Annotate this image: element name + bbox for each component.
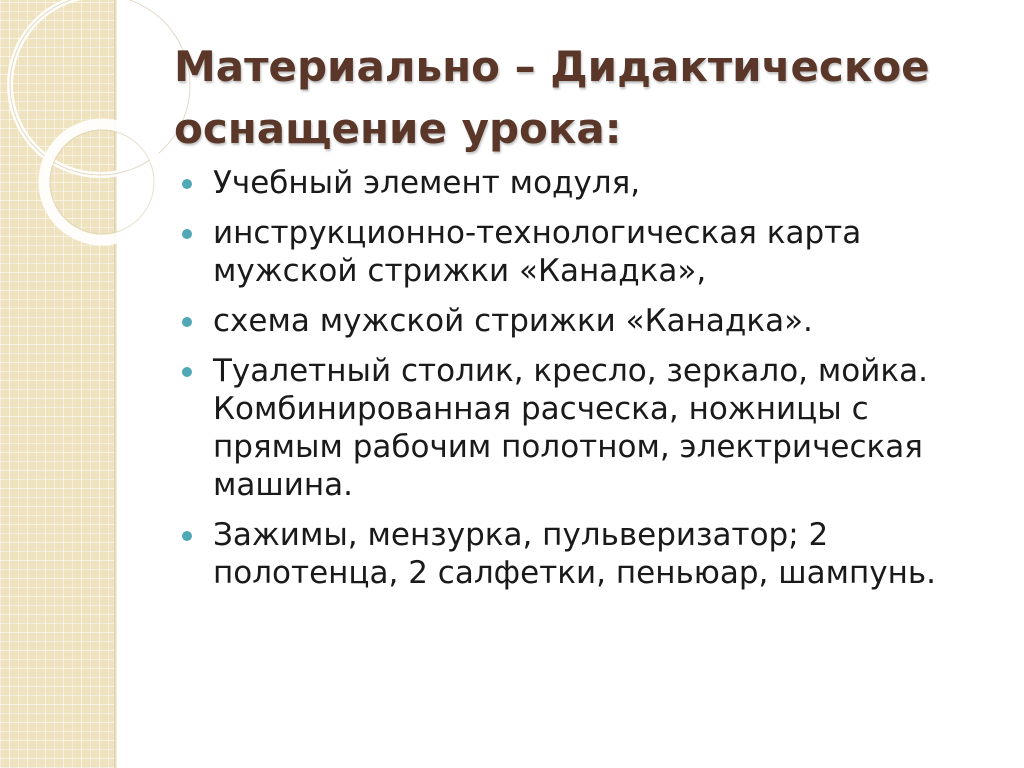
bullet-list — [180, 164, 970, 604]
bullet-text: Туалетный столик, кресло, зеркало, мойка. Комбинированная расческа, ножницы с прямым рабочим полотном, электрическая машина. — [213, 353, 928, 503]
bullet-text: Зажимы, мензурка, пульверизатор; 2 полотенца, 2 салфетки, пеньюар, шампунь. — [213, 517, 936, 591]
bullet-item — [180, 352, 970, 504]
bullet-item — [180, 302, 970, 340]
decorative-circle-large-shadow — [10, 0, 190, 175]
bullet-item — [180, 516, 970, 592]
bullet-marker-icon — [182, 229, 192, 239]
decorative-circle-small — [44, 124, 160, 240]
bullet-marker-icon — [182, 317, 192, 327]
bullet-text: схема мужской стрижки «Канадка». — [213, 303, 813, 339]
bullet-marker-icon — [182, 531, 192, 541]
bullet-item — [180, 164, 970, 202]
slide-title: Материально – Дидактическое оснащение урока: — [174, 42, 930, 153]
decorative-circle-small-shadow — [50, 130, 154, 234]
bullet-text: инструкционно-технологическая карта мужской стрижки «Канадка», — [213, 215, 862, 289]
bullet-text: Учебный элемент модуля, — [213, 165, 641, 201]
bullet-marker-icon — [182, 179, 192, 189]
bullet-marker-icon — [182, 367, 192, 377]
bullet-item — [180, 214, 970, 290]
